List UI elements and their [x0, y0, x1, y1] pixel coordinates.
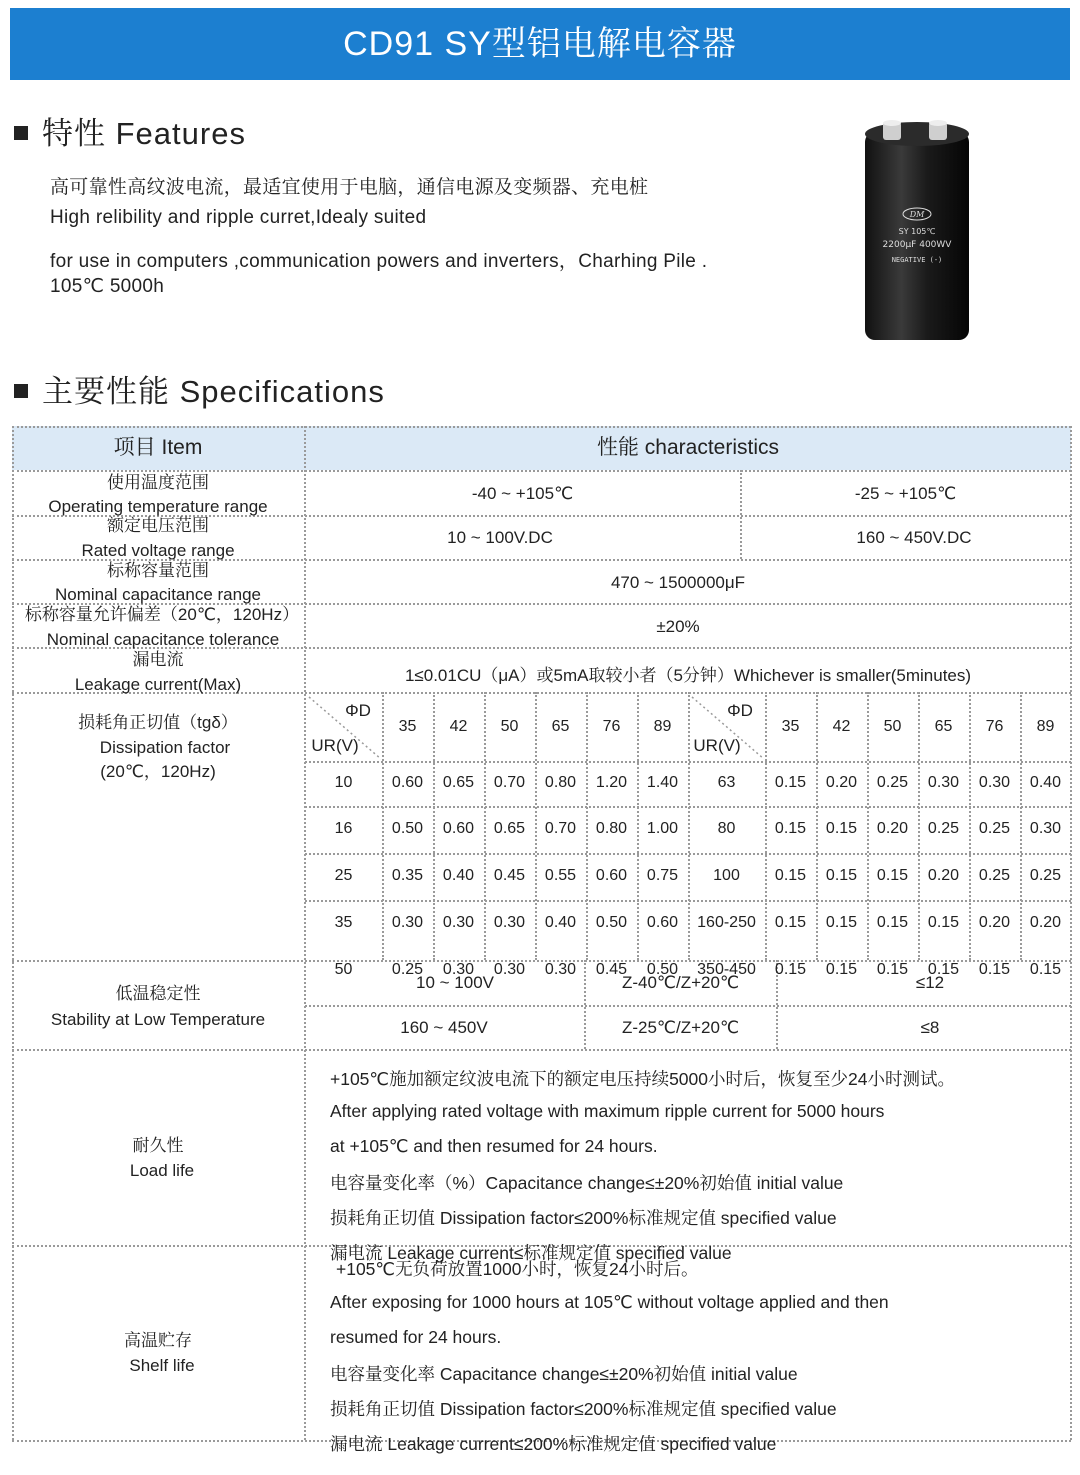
diameter-header-right: 42	[832, 718, 851, 735]
tan-delta-cell: 0.15	[774, 774, 807, 791]
voltage-value-low: 10 ~ 100V.DC	[447, 528, 553, 547]
tan-delta-cell: 0.40	[544, 914, 577, 931]
tan-delta-cell: 0.15	[774, 867, 807, 884]
diameter-header-right: 35	[781, 718, 800, 735]
tan-delta-cell: 0.55	[544, 867, 577, 884]
tan-delta-cell: 0.20	[978, 914, 1011, 931]
tan-delta-cell: 0.15	[825, 867, 858, 884]
tan-delta-cell: 0.50	[595, 914, 628, 931]
diameter-header-left: 50	[500, 718, 519, 735]
capacitor-polarity: NEGATIVE (-)	[891, 256, 943, 264]
voltage-cell-left: 50	[334, 961, 353, 978]
tan-delta-cell: 1.40	[646, 774, 679, 791]
tan-delta-cell: 0.30	[391, 914, 424, 931]
shelflife-line-1: +105℃无负荷放置1000小时，恢复24小时后。	[336, 1259, 699, 1279]
tan-delta-cell: 0.25	[978, 867, 1011, 884]
tan-delta-cell: 0.60	[595, 867, 628, 884]
tan-delta-cell: 0.30	[493, 961, 526, 978]
tan-delta-cell: 0.15	[825, 961, 858, 978]
shelflife-label-en: Shelf life	[129, 1356, 195, 1375]
tan-delta-cell: 0.30	[544, 961, 577, 978]
capacitor-series: SY 105℃	[898, 227, 936, 236]
tan-delta-cell: 0.45	[595, 961, 628, 978]
diameter-header-left: 65	[551, 718, 570, 735]
square-bullet-icon	[14, 384, 28, 398]
voltage-cell-left: 10	[334, 774, 353, 791]
diameter-header-left: 35	[398, 718, 417, 735]
loadlife-label-en: Load life	[129, 1161, 195, 1180]
tan-delta-cell: 0.15	[876, 867, 909, 884]
tan-delta-cell: 0.60	[646, 914, 679, 931]
lowtemp-voltage-1: 10 ~ 100V	[416, 973, 494, 992]
lowtemp-label-en: Stability at Low Temperature	[50, 1010, 266, 1029]
tan-delta-cell: 0.35	[391, 867, 424, 884]
tan-delta-cell: 0.15	[978, 961, 1011, 978]
loadlife-line-2: After applying rated voltage with maximum ripple current for 5000 hours	[330, 1101, 885, 1121]
voltage-cell-left: 16	[334, 820, 353, 837]
tan-delta-cell: 1.20	[595, 774, 628, 791]
tan-delta-cell: 0.15	[774, 914, 807, 931]
capacitance-value: 470 ~ 1500000μF	[610, 573, 746, 592]
tan-delta-cell: 0.70	[544, 820, 577, 837]
lowtemp-limit-1: ≤12	[915, 973, 945, 992]
tolerance-label-en: Nominal capacitance tolerance	[46, 630, 280, 649]
voltage-cell-right: 350-450	[697, 961, 756, 978]
diameter-header-left: 76	[602, 718, 621, 735]
tan-delta-cell: 0.45	[493, 867, 526, 884]
shelflife-line-4: 电容量变化率 Capacitance change≤±20%初始值 initial value	[330, 1364, 798, 1384]
capacitance-label-en: Nominal capacitance range	[54, 585, 261, 604]
tan-delta-cell: 0.15	[825, 820, 858, 837]
feature-line-en-2: for use in computers ,communication powers and inverters，Charhing Pile .	[50, 251, 708, 272]
temp-value-low: -40 ~ +105℃	[471, 484, 574, 503]
dissipation-label-zh: 损耗角正切值（tgδ）	[78, 713, 238, 732]
tan-delta-cell: 0.40	[1029, 774, 1062, 791]
diameter-header-left: 42	[449, 718, 468, 735]
voltage-cell-right: 160-250	[697, 914, 756, 931]
tan-delta-cell: 0.50	[391, 820, 424, 837]
phi-d-label-right: ΦD	[727, 701, 753, 720]
tan-delta-cell: 1.00	[646, 820, 679, 837]
tan-delta-cell: 0.20	[825, 774, 858, 791]
lowtemp-limit-2: ≤8	[920, 1018, 940, 1037]
tan-delta-cell: 0.15	[1029, 961, 1062, 978]
tan-delta-cell: 0.15	[876, 961, 909, 978]
tan-delta-cell: 0.80	[595, 820, 628, 837]
tan-delta-cell: 0.75	[646, 867, 679, 884]
tan-delta-cell: 0.30	[978, 774, 1011, 791]
temp-value-high: -25 ~ +105℃	[854, 484, 957, 503]
header-characteristics: 性能 characteristics	[596, 436, 780, 459]
specs-heading: 主要性能 Specifications	[14, 366, 385, 411]
feature-line-en-1: High relibility and ripple curret,Idealy suited	[50, 207, 427, 228]
capacitance-label-zh: 标称容量范围	[107, 561, 209, 580]
leakage-label-zh: 漏电流	[132, 650, 184, 669]
temp-label-en: Operating temperature range	[48, 497, 268, 516]
tan-delta-cell: 0.15	[927, 914, 960, 931]
tan-delta-cell: 0.25	[391, 961, 424, 978]
shelflife-label-zh: 高温贮存	[124, 1331, 192, 1350]
tan-delta-cell: 0.65	[493, 820, 526, 837]
shelflife-line-5: 损耗角正切值 Dissipation factor≤200%标准规定值 specified value	[330, 1399, 837, 1419]
voltage-label-en: Rated voltage range	[81, 541, 235, 560]
tan-delta-cell: 0.60	[442, 820, 475, 837]
leakage-value: 1≤0.01CU（μA）或5mA取较小者（5分钟）Whichever is smaller(5minutes)	[404, 666, 972, 685]
square-bullet-icon	[14, 126, 28, 140]
capacitor-image	[863, 118, 971, 346]
tan-delta-cell: 0.65	[442, 774, 475, 791]
tan-delta-cell: 0.30	[442, 914, 475, 931]
loadlife-label-zh: 耐久性	[132, 1136, 184, 1155]
tan-delta-cell: 0.15	[774, 820, 807, 837]
lowtemp-ratio-2: Z-25℃/Z+20℃	[621, 1018, 740, 1037]
voltage-cell-left: 25	[334, 867, 353, 884]
tolerance-value: ±20%	[656, 617, 700, 636]
voltage-cell-right: 63	[717, 774, 736, 791]
tan-delta-cell: 0.40	[442, 867, 475, 884]
diameter-header-right: 76	[985, 718, 1004, 735]
shelflife-line-3: resumed for 24 hours.	[330, 1327, 502, 1347]
page-title: CD91 SY型铝电解电容器	[10, 8, 1070, 80]
tan-delta-cell: 0.30	[1029, 820, 1062, 837]
tan-delta-cell: 0.60	[391, 774, 424, 791]
temp-label-zh: 使用温度范围	[107, 473, 209, 492]
diameter-header-left: 89	[653, 718, 672, 735]
loadlife-line-4: 电容量变化率（%）Capacitance change≤±20%初始值 initial value	[330, 1173, 844, 1193]
voltage-value-high: 160 ~ 450V.DC	[856, 528, 972, 547]
feature-line-zh: 高可靠性高纹波电流，最适宜使用于电脑，通信电源及变频器、充电桩	[50, 177, 649, 198]
tan-delta-cell: 0.25	[876, 774, 909, 791]
ur-label-left: UR(V)	[311, 736, 359, 755]
feature-line-rating: 105℃ 5000h	[50, 276, 165, 297]
features-heading: 特性 Features	[14, 108, 246, 153]
shelflife-line-6: 漏电流 Leakage current≤200%标准规定值 specified value	[330, 1434, 777, 1454]
loadlife-line-6: 漏电流 Leakage current≤标准规定值 specified value	[330, 1243, 732, 1263]
loadlife-line-3: at +105℃ and then resumed for 24 hours.	[330, 1136, 658, 1156]
shelflife-line-2: After exposing for 1000 hours at 105℃ without voltage applied and then	[330, 1292, 889, 1312]
ur-label-right: UR(V)	[693, 736, 741, 755]
dissipation-label-en: Dissipation factor	[99, 738, 231, 757]
tolerance-label-zh: 标称容量允许偏差（20℃，120Hz）	[24, 605, 300, 624]
tan-delta-cell: 0.25	[1029, 867, 1062, 884]
tan-delta-cell: 0.30	[493, 914, 526, 931]
tan-delta-cell: 0.15	[876, 914, 909, 931]
diameter-header-right: 65	[934, 718, 953, 735]
lowtemp-ratio-1: Z-40℃/Z+20℃	[621, 973, 740, 992]
tan-delta-cell: 0.70	[493, 774, 526, 791]
capacitor-rating: 2200μF 400WV	[882, 240, 952, 250]
tan-delta-cell: 0.25	[927, 820, 960, 837]
voltage-label-zh: 额定电压范围	[107, 516, 209, 535]
tan-delta-cell: 0.20	[876, 820, 909, 837]
phi-d-label-left: ΦD	[345, 701, 371, 720]
tan-delta-cell: 0.50	[646, 961, 679, 978]
tan-delta-cell: 0.25	[978, 820, 1011, 837]
tan-delta-cell: 0.20	[927, 867, 960, 884]
loadlife-line-1: +105℃施加额定纹波电流下的额定电压持续5000小时后，恢复至少24小时测试。	[330, 1069, 955, 1089]
tan-delta-cell: 0.15	[774, 961, 807, 978]
capacitor-logo: DM	[909, 210, 925, 219]
voltage-cell-left: 35	[334, 914, 353, 931]
tan-delta-cell: 0.30	[927, 774, 960, 791]
lowtemp-voltage-2: 160 ~ 450V	[400, 1018, 488, 1037]
voltage-cell-right: 100	[713, 867, 740, 884]
leakage-label-en: Leakage current(Max)	[74, 675, 242, 694]
tan-delta-cell: 0.15	[927, 961, 960, 978]
tan-delta-cell: 0.20	[1029, 914, 1062, 931]
header-item: 项目 Item	[113, 436, 203, 459]
voltage-cell-right: 80	[717, 820, 736, 837]
diameter-header-right: 50	[883, 718, 902, 735]
lowtemp-label-zh: 低温稳定性	[115, 984, 201, 1003]
loadlife-line-5: 损耗角正切值 Dissipation factor≤200%标准规定值 specified value	[330, 1208, 837, 1228]
tan-delta-cell: 0.80	[544, 774, 577, 791]
dissipation-label-cond: (20℃，120Hz)	[100, 762, 216, 781]
diameter-header-right: 89	[1036, 718, 1055, 735]
tan-delta-cell: 0.30	[442, 961, 475, 978]
tan-delta-cell: 0.15	[825, 914, 858, 931]
